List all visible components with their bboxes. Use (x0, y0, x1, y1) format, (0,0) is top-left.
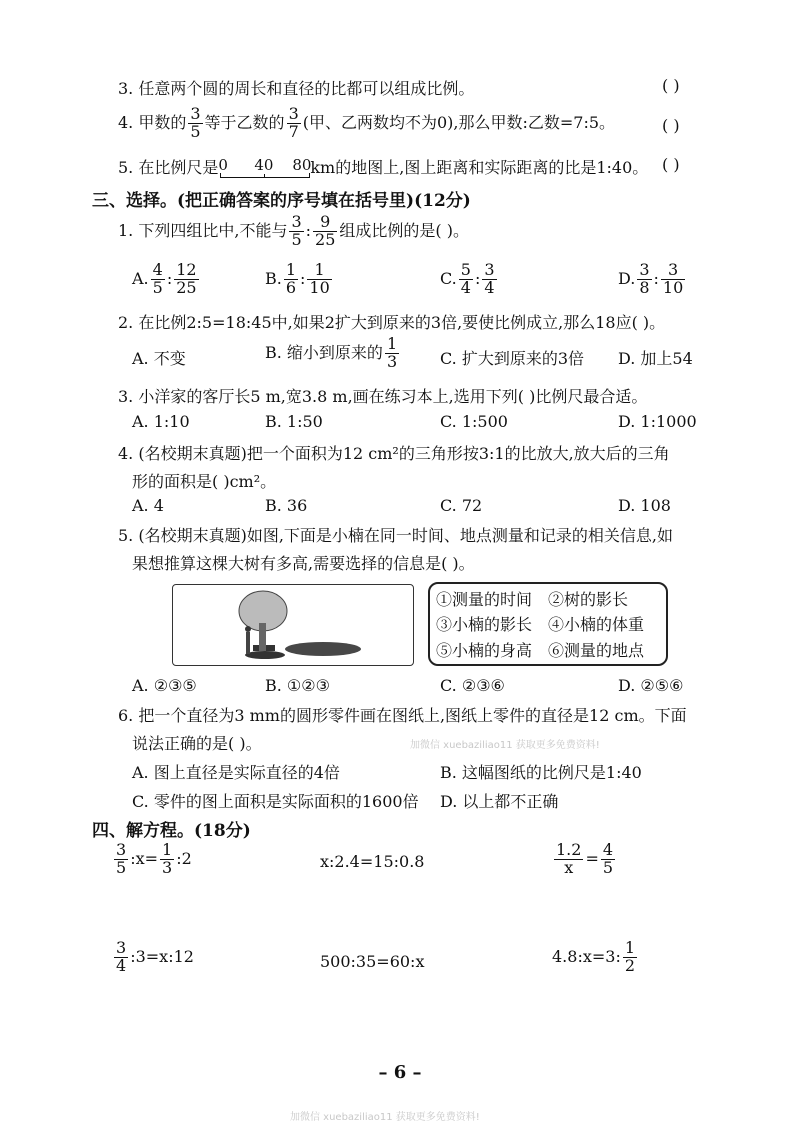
option-a[interactable]: A. ②③⑤ (132, 676, 197, 695)
option-a[interactable]: A. 4 (132, 496, 164, 515)
option-c[interactable]: C. 72 (440, 496, 483, 515)
option-a[interactable]: A. $\frac{4}{5}$ : $\frac{12}{25}$ (132, 260, 197, 297)
answer-paren[interactable]: ( ) (662, 116, 680, 135)
answer-paren[interactable]: ( ) (662, 155, 680, 174)
info-box (428, 582, 668, 666)
option-c[interactable]: C. ②③⑥ (440, 676, 505, 695)
tree-icon (173, 585, 413, 665)
option-a[interactable]: A. 不变 (132, 349, 186, 368)
fraction: $\frac{3}{5}$ (291, 212, 302, 249)
info-item: ②树的影长 (548, 590, 629, 610)
judge-q4: 4. 甲数的 $\frac{3}{5}$ 等于乙数的 $\frac{3}{7}$ (甲、乙两数均不为0),那么甲数:乙数=7:5。 (118, 104, 616, 141)
section-4-title: 四、解方程。(18分) (92, 821, 251, 841)
info-item: ③小楠的影长 (436, 615, 533, 635)
option-c[interactable]: C. 1:500 (440, 412, 508, 431)
choice-q4-line1: 4. (名校期末真题)把一个面积为12 cm²的三角形按3:1的比放大,放大后的三角 (118, 444, 670, 463)
fraction: $\frac{3}{7}$ (288, 104, 299, 141)
watermark: 加微信 xuebaziliao11 获取更多免费资料! (290, 1112, 480, 1123)
option-b[interactable]: B. 36 (265, 496, 308, 515)
option-d[interactable]: D. 加上54 (618, 349, 693, 368)
option-a[interactable]: A. 1:10 (132, 412, 190, 431)
equation-2: x:2.4=15:0.8 (320, 852, 425, 871)
choice-q5-line1: 5. (名校期末真题)如图,下面是小楠在同一时间、地点测量和记录的相关信息,如 (118, 526, 674, 545)
info-item: ⑤小楠的身高 (436, 640, 533, 660)
fraction: $\frac{9}{25}$ (315, 212, 336, 249)
equation-3: $\frac{1.2}{x}$ = $\frac{4}{5}$ (556, 840, 614, 877)
info-item: ①测量的时间 (436, 590, 533, 610)
info-item: ⑥测量的地点 (548, 640, 645, 660)
option-b[interactable]: B. $\frac{1}{6}$ : $\frac{1}{10}$ (265, 260, 330, 297)
equation-5: 500:35=60:x (320, 952, 425, 971)
judge-q5: 5. 在比例尺是 0 40 80 km的地图上,图上距离和实际距离的比是1:40。 (118, 155, 649, 177)
equation-6: 4.8:x=3: $\frac{1}{2}$ (552, 938, 636, 975)
option-c[interactable]: C. 零件的图上面积是实际面积的1600倍 (132, 792, 419, 811)
option-d[interactable]: D. $\frac{3}{8}$ : $\frac{3}{10}$ (618, 260, 684, 297)
option-b[interactable]: B. 这幅图纸的比例尺是1:40 (440, 763, 642, 782)
option-d[interactable]: D. 以上都不正确 (440, 792, 559, 811)
choice-q5-line2: 果想推算这棵大树有多高,需要选择的信息是( )。 (132, 554, 475, 573)
choice-q1: 1. 下列四组比中,不能与 $\frac{3}{5}$ : $\frac{9}{25}$ 组成比例的是( )。 (118, 212, 469, 249)
judge-q3: 3. 任意两个圆的周长和直径的比都可以组成比例。 (118, 79, 475, 98)
section-3-title: 三、选择。(把正确答案的序号填在括号里)(12分) (92, 191, 471, 211)
option-c[interactable]: C. 扩大到原来的3倍 (440, 349, 585, 368)
option-b[interactable]: B. 缩小到原来的 $\frac{1}{3}$ (265, 334, 398, 371)
tree-shadow-illustration (172, 584, 414, 666)
page-number: – 6 – (378, 1062, 422, 1083)
option-b[interactable]: B. 1:50 (265, 412, 323, 431)
option-c[interactable]: C. $\frac{5}{4}$ : $\frac{3}{4}$ (440, 260, 495, 297)
watermark: 加微信 xuebaziliao11 获取更多免费资料! (410, 740, 600, 751)
fraction: $\frac{3}{5}$ (190, 104, 201, 141)
option-b[interactable]: B. ①②③ (265, 676, 330, 695)
scale-bar: 0 40 80 (218, 160, 310, 178)
equation-4: $\frac{3}{4}$ :3=x:12 (116, 938, 194, 975)
choice-q6-line2: 说法正确的是( )。 (132, 734, 262, 753)
option-d[interactable]: D. ②⑤⑥ (618, 676, 684, 695)
info-item: ④小楠的体重 (548, 615, 645, 635)
choice-q6-line1: 6. 把一个直径为3 mm的圆形零件画在图纸上,图纸上零件的直径是12 cm。下面 (118, 706, 687, 725)
equation-1: $\frac{3}{5}$ :x= $\frac{1}{3}$ :2 (116, 840, 192, 877)
choice-q3: 3. 小洋家的客厅长5 m,宽3.8 m,画在练习本上,选用下列( )比例尺最合适。 (118, 387, 648, 406)
choice-q2: 2. 在比例2:5=18:45中,如果2扩大到原来的3倍,要使比例成立,那么18应( )。 (118, 313, 666, 332)
option-d[interactable]: D. 108 (618, 496, 671, 515)
option-a[interactable]: A. 图上直径是实际直径的4倍 (132, 763, 340, 782)
option-d[interactable]: D. 1:1000 (618, 412, 697, 431)
choice-q4-line2: 形的面积是( )cm²。 (132, 472, 277, 491)
answer-paren[interactable]: ( ) (662, 76, 680, 95)
